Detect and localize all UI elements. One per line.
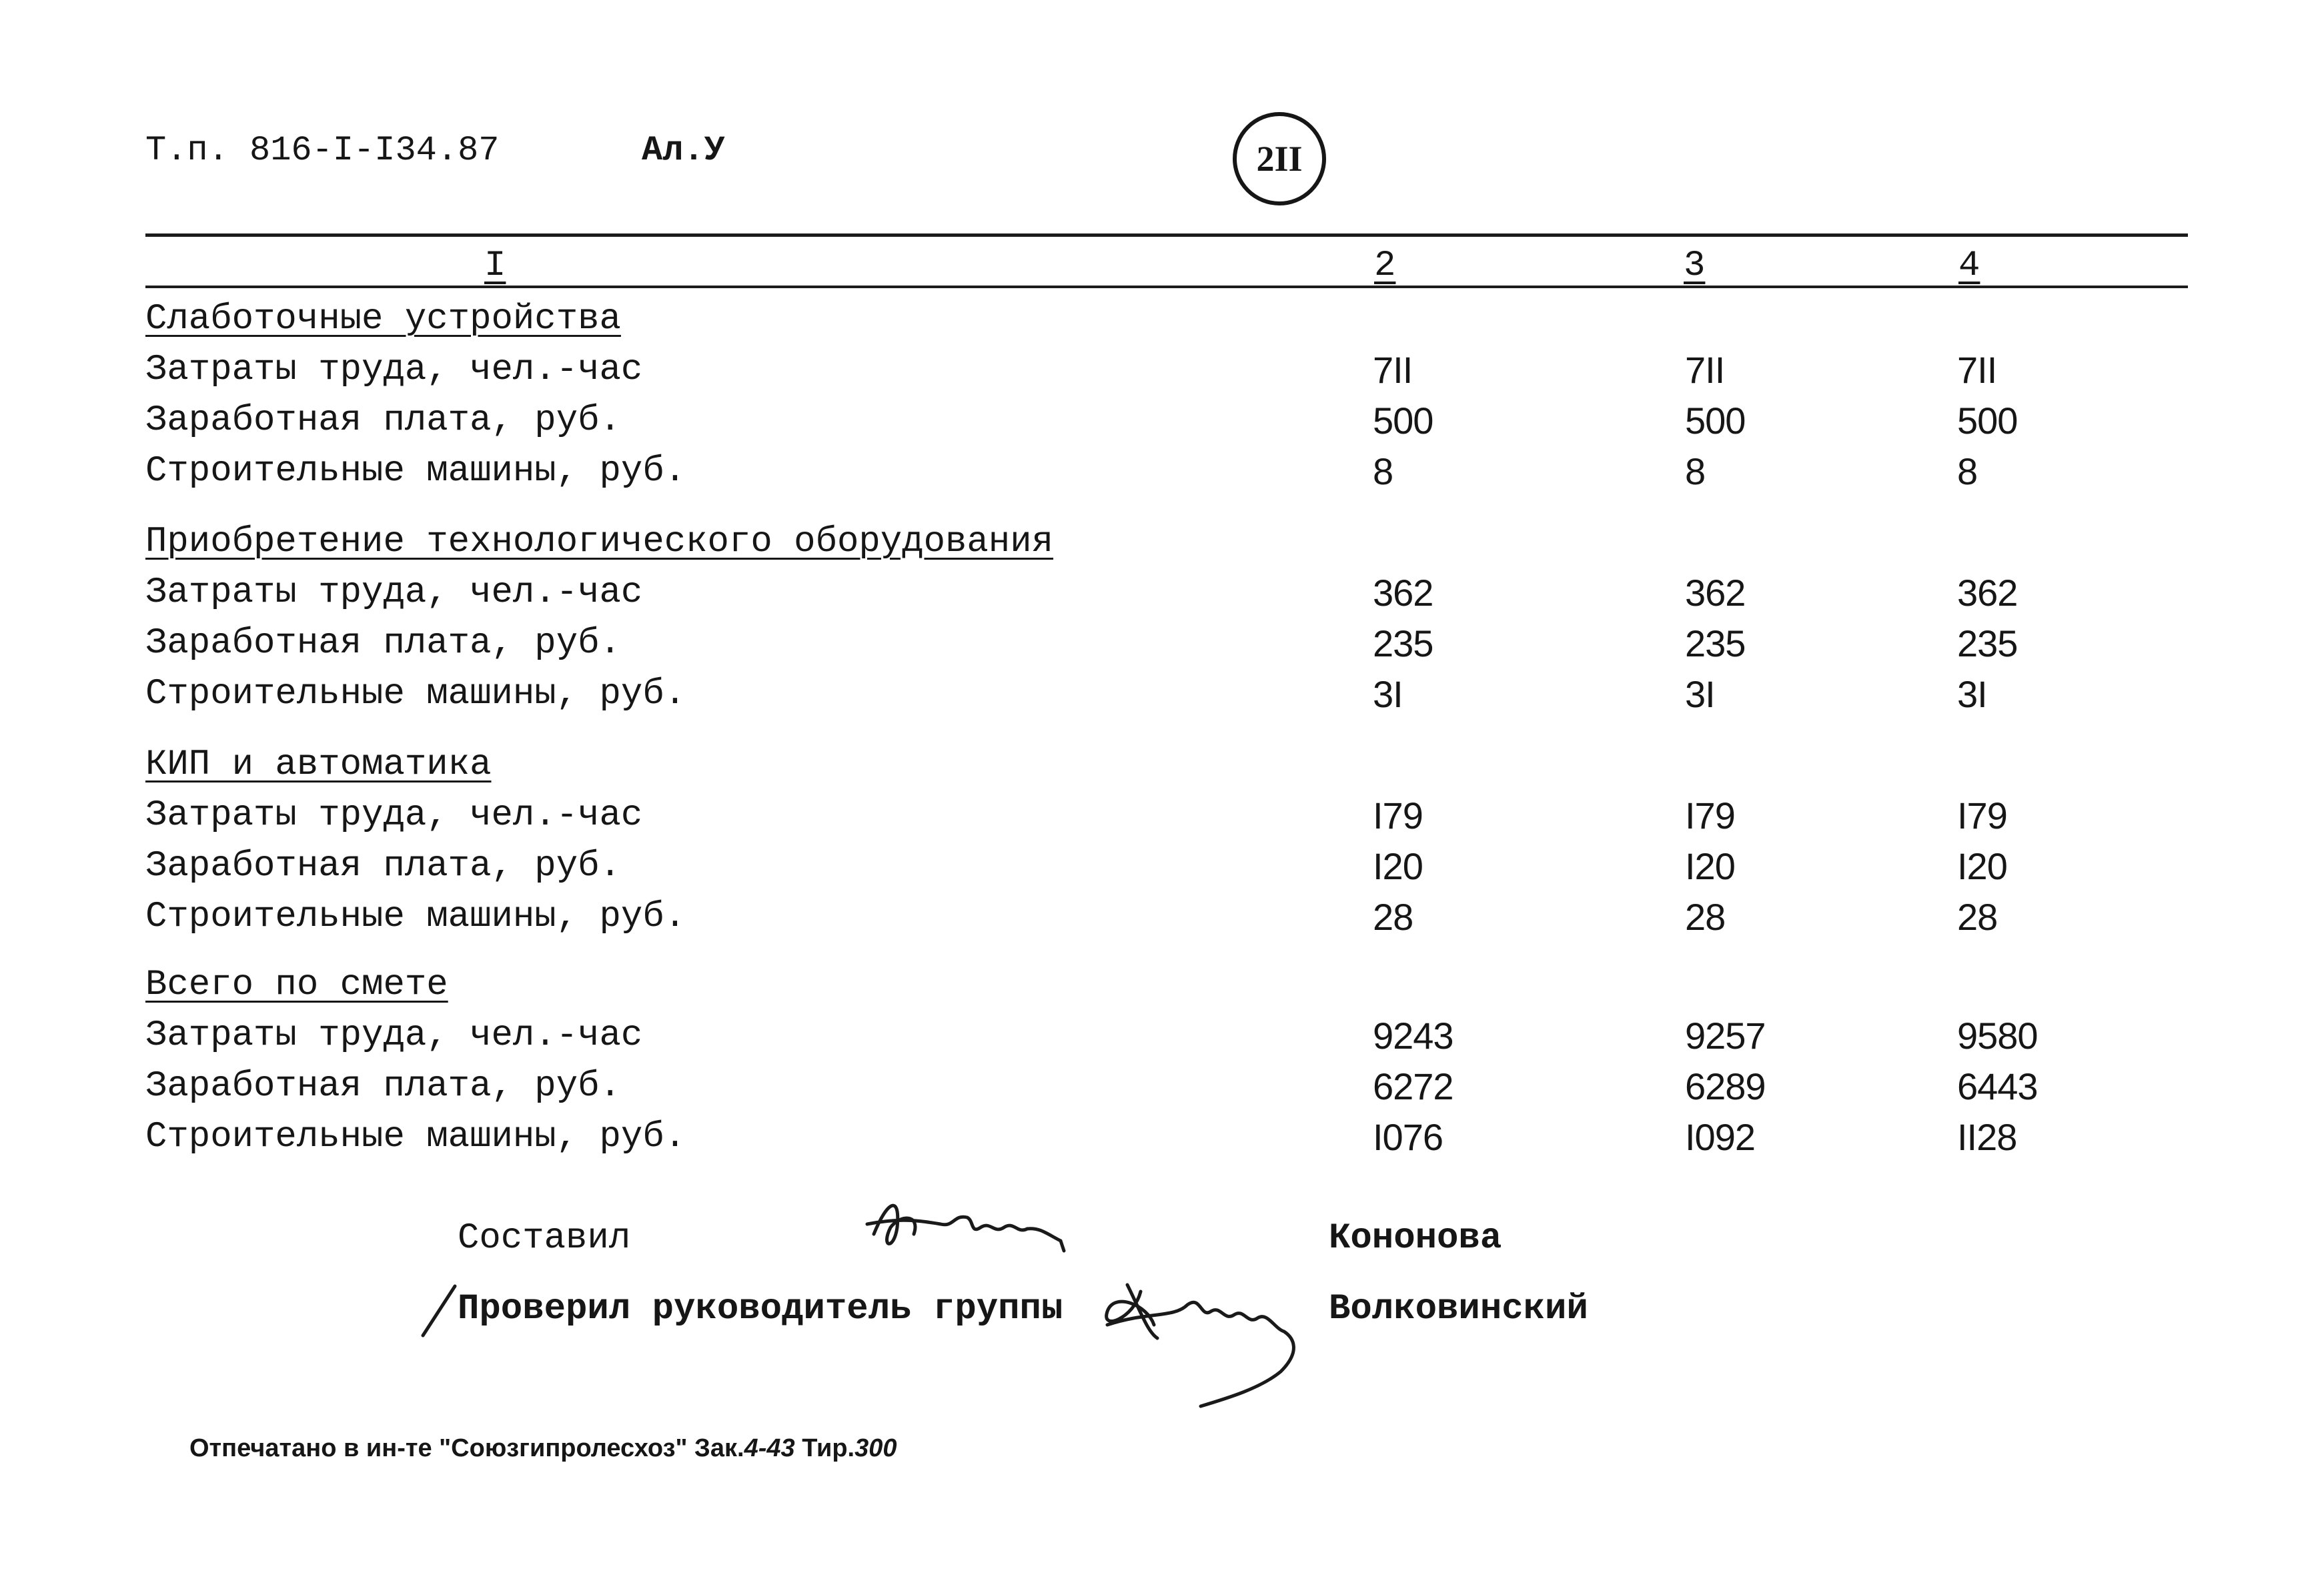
cell-value: 28 xyxy=(1957,896,1998,938)
cell-value: 3I xyxy=(1957,673,1987,715)
print-imprint xyxy=(189,1434,897,1463)
cell-value: 362 xyxy=(1685,572,1746,614)
cell-value: I79 xyxy=(1373,795,1423,837)
order-number: 4-43 xyxy=(744,1434,795,1462)
row-label: Заработная плата, руб. xyxy=(145,400,621,441)
section-title: КИП и автоматика xyxy=(145,744,492,785)
row-label: Заработная плата, руб. xyxy=(145,1066,621,1107)
cell-value: 8 xyxy=(1373,450,1393,492)
cell-value: 7II xyxy=(1957,349,1997,391)
document-code: Т.п. 816-I-I34.87 xyxy=(145,131,500,170)
row-label: Заработная плата, руб. xyxy=(145,623,621,664)
tirage-value: 300 xyxy=(854,1434,897,1462)
page-number-badge: 2II xyxy=(1233,112,1326,205)
row-label: Затраты труда, чел.-час xyxy=(145,350,643,390)
column-number-3: 3 xyxy=(1684,245,1706,286)
cell-value: I79 xyxy=(1957,795,2007,837)
cell-value: 9580 xyxy=(1957,1015,2038,1057)
compiled-by-name: Кононова xyxy=(1329,1218,1502,1259)
cell-value: 8 xyxy=(1685,450,1706,492)
section-title: Всего по смете xyxy=(145,965,448,1005)
row-label: Строительные машины, руб. xyxy=(145,1117,686,1157)
table-top-rule xyxy=(145,233,2188,237)
row-label: Строительные машины, руб. xyxy=(145,897,686,937)
cell-value: 28 xyxy=(1373,896,1413,938)
cell-value: 9257 xyxy=(1685,1015,1766,1057)
album-number: Ал.У xyxy=(642,131,725,170)
cell-value: 7II xyxy=(1373,349,1413,391)
cell-value: 235 xyxy=(1685,622,1746,664)
row-label: Заработная плата, руб. xyxy=(145,846,621,887)
cell-value: I092 xyxy=(1685,1116,1755,1158)
row-label: Строительные машины, руб. xyxy=(145,674,686,714)
column-number-4: 4 xyxy=(1958,245,1980,286)
tirage-label: Тир. xyxy=(802,1434,855,1462)
print-imprint-text: Отпечатано в ин-те "Союзгипролесхоз" Зак. xyxy=(189,1434,744,1462)
check-mark-stroke xyxy=(419,1282,459,1338)
cell-value: 362 xyxy=(1373,572,1433,614)
cell-value: 9243 xyxy=(1373,1015,1454,1057)
cell-value: 8 xyxy=(1957,450,1978,492)
table-header-rule xyxy=(145,286,2188,288)
row-label: Затраты труда, чел.-час xyxy=(145,1015,643,1056)
cell-value: 500 xyxy=(1957,400,2018,442)
compiled-by-label: Составил xyxy=(458,1218,631,1259)
column-number-2: 2 xyxy=(1374,245,1396,286)
row-label: Затраты труда, чел.-час xyxy=(145,795,643,836)
cell-value: 362 xyxy=(1957,572,2018,614)
cell-value: 6289 xyxy=(1685,1065,1766,1107)
cell-value: 3I xyxy=(1685,673,1715,715)
section-title: Слаботочные устройства xyxy=(145,299,621,340)
checked-by-label: Проверил руководитель группы xyxy=(458,1289,1063,1330)
cell-value: I20 xyxy=(1685,845,1735,887)
cell-value: I20 xyxy=(1373,845,1423,887)
section-title: Приобретение технологического оборудования xyxy=(145,522,1054,562)
compiled-signature xyxy=(860,1187,1087,1274)
column-number-1: I xyxy=(484,245,506,286)
cell-value: I79 xyxy=(1685,795,1735,837)
cell-value: 235 xyxy=(1957,622,2018,664)
cell-value: 500 xyxy=(1373,400,1433,442)
cell-value: 3I xyxy=(1373,673,1403,715)
row-label: Затраты труда, чел.-час xyxy=(145,572,643,613)
checked-by-name: Волковинский xyxy=(1329,1289,1588,1330)
cell-value: I20 xyxy=(1957,845,2007,887)
checked-signature xyxy=(1094,1265,1321,1412)
cell-value: 235 xyxy=(1373,622,1433,664)
cell-value: 6272 xyxy=(1373,1065,1454,1107)
cell-value: 500 xyxy=(1685,400,1746,442)
row-label: Строительные машины, руб. xyxy=(145,451,686,492)
cell-value: 28 xyxy=(1685,896,1726,938)
cell-value: I076 xyxy=(1373,1116,1443,1158)
cell-value: 7II xyxy=(1685,349,1725,391)
cell-value: 6443 xyxy=(1957,1065,2038,1107)
cell-value: II28 xyxy=(1957,1116,2017,1158)
